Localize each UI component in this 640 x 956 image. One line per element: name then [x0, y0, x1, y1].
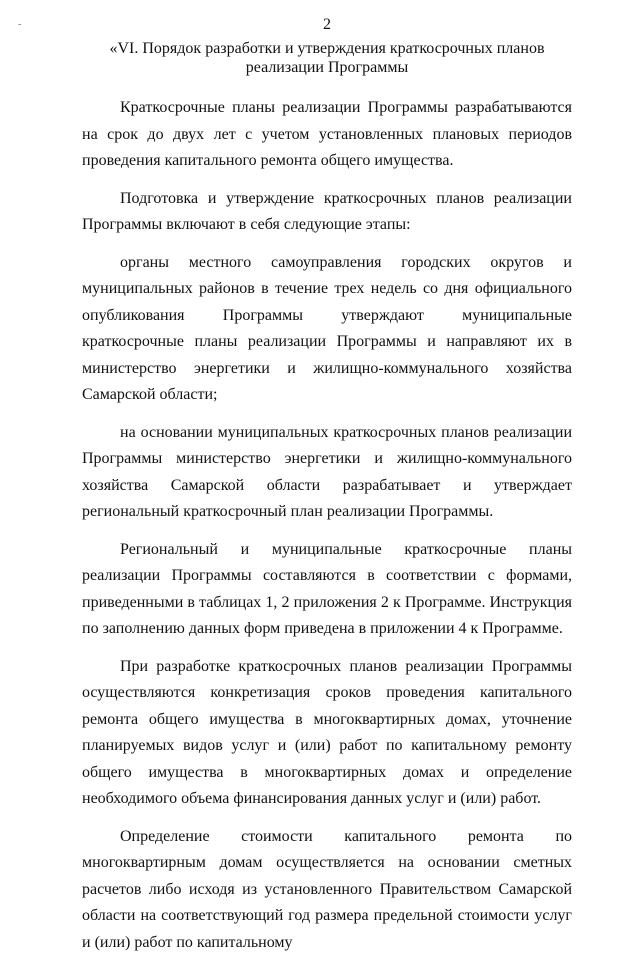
paragraph-6: При разработке краткосрочных планов реализации Программы осуществляются конкретизация сроков проведения капитального ремонта общего имущества в многоквартирных домах, уточнение планируемых видов услуг и (или) работ по капитальному ремонту общего имущества в многоквартирных домах и определение необходимого объема финансирования данных услуг и (или) работ.	[82, 654, 572, 813]
paragraph-3: органы местного самоуправления городских округов и муниципальных районов в течение трех недель со дня официального опубликования Программы утверждают муниципальные краткосрочные планы реализации Программы и направляют их в министерство энергетики и жилищно-коммунального хозяйства Самарской области;	[82, 250, 572, 409]
paragraph-5: Региональный и муниципальные краткосрочные планы реализации Программы составляются в соответствии с формами, приведенными в таблицах 1, 2 приложения 2 к Программе. Инструкция по заполнению данных форм приведена в приложении 4 к Программе.	[82, 537, 572, 643]
document-body	[82, 95, 572, 956]
corner-mark: -	[18, 19, 21, 30]
page-number: 2	[82, 15, 572, 35]
section-heading: «VI. Порядок разработки и утверждения краткосрочных планов реализации Программы	[82, 39, 572, 77]
paragraph-4: на основании муниципальных краткосрочных планов реализации Программы министерство энергетики и жилищно-коммунального хозяйства Самарской области разрабатывает и утверждает региональный краткосрочный план реализации Программы.	[82, 420, 572, 526]
paragraph-7: Определение стоимости капитального ремонта по многоквартирным домам осуществляется на основании сметных расчетов либо исходя из установленного Правительством Самарской области на соответствующий год размера предельной стоимости услуг и (или) работ по капитальному	[82, 824, 572, 956]
paragraph-2: Подготовка и утверждение краткосрочных планов реализации Программы включают в себя следующие этапы:	[82, 186, 572, 239]
document-page	[0, 15, 640, 920]
paragraph-1: Краткосрочные планы реализации Программы разрабатываются на срок до двух лет с учетом установленных плановых периодов проведения капитального ремонта общего имущества.	[82, 95, 572, 175]
